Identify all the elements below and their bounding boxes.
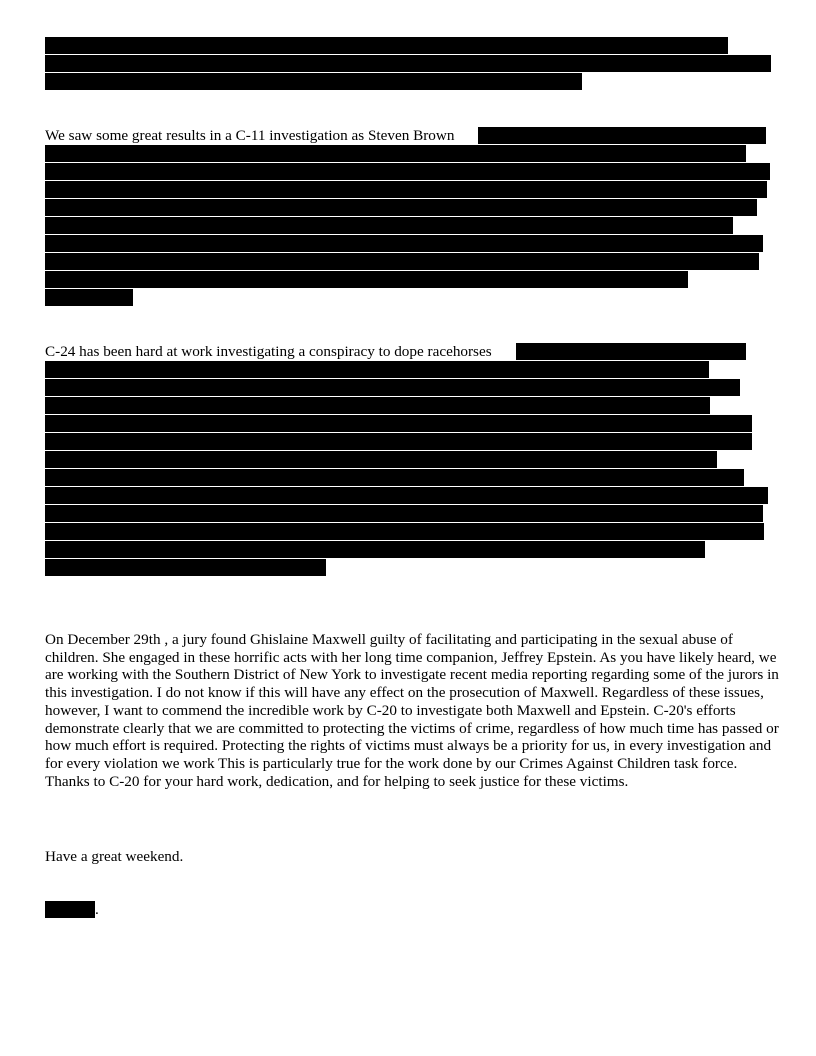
c24-paragraph-lead: C-24 has been hard at work investigating a conspiracy to dope racehorses [45,343,492,360]
redaction-block [45,487,768,504]
redaction-block [478,127,766,144]
redaction-block [45,433,752,450]
redaction-block [45,55,771,72]
redaction-block [45,505,763,522]
redaction-block [45,379,740,396]
redaction-block [45,289,133,306]
redaction-block [45,541,705,558]
redaction-block [45,217,733,234]
redaction-block [516,343,746,360]
redaction-block [45,271,688,288]
c11-paragraph-lead: We saw some great results in a C-11 investigation as Steven Brown [45,127,455,144]
redaction-block [45,253,759,270]
redaction-block [45,397,710,414]
redaction-block [45,559,326,576]
redaction-block [45,469,744,486]
redaction-block [45,181,767,198]
redaction-block [45,199,757,216]
redaction-block [45,235,763,252]
redaction-block [45,415,752,432]
redaction-block [45,361,709,378]
redaction-block [45,73,582,90]
redaction-block [45,37,728,54]
redaction-block [45,163,770,180]
closing-line: Have a great weekend. [45,848,184,865]
redaction-block [45,523,764,540]
signature-trailing-period: . [95,901,99,918]
redaction-block [45,145,746,162]
maxwell-paragraph: On December 29th , a jury found Ghislaine Maxwell guilty of facilitating and participating in the sexual abuse of children. She engaged in these horrific acts with her long time companion, Jeffrey Epstein. As you have likely heard, we are working with the Southern District of New York to investigate recent media reporting regarding some of the jurors in this investigation. I do not know if this will have any effect on the prosecution of Maxwell. Regardless of these issues, however, I want to commend the incredible work by C-20 to investigate both Maxwell and Epstein. C-20's efforts demonstrate clearly that we are committed to protecting the victims of crime, regardless of how much time has passed or how much effort is required. Protecting the rights of victims must always be a priority for us, in every investigation and for every violation we work This is particularly true for the work done by our Crimes Against Children task force. Thanks to C-20 for your hard work, dedication, and for helping to seek justice for these victims. [45,631,779,790]
signature-redaction [45,901,95,918]
redaction-block [45,451,717,468]
